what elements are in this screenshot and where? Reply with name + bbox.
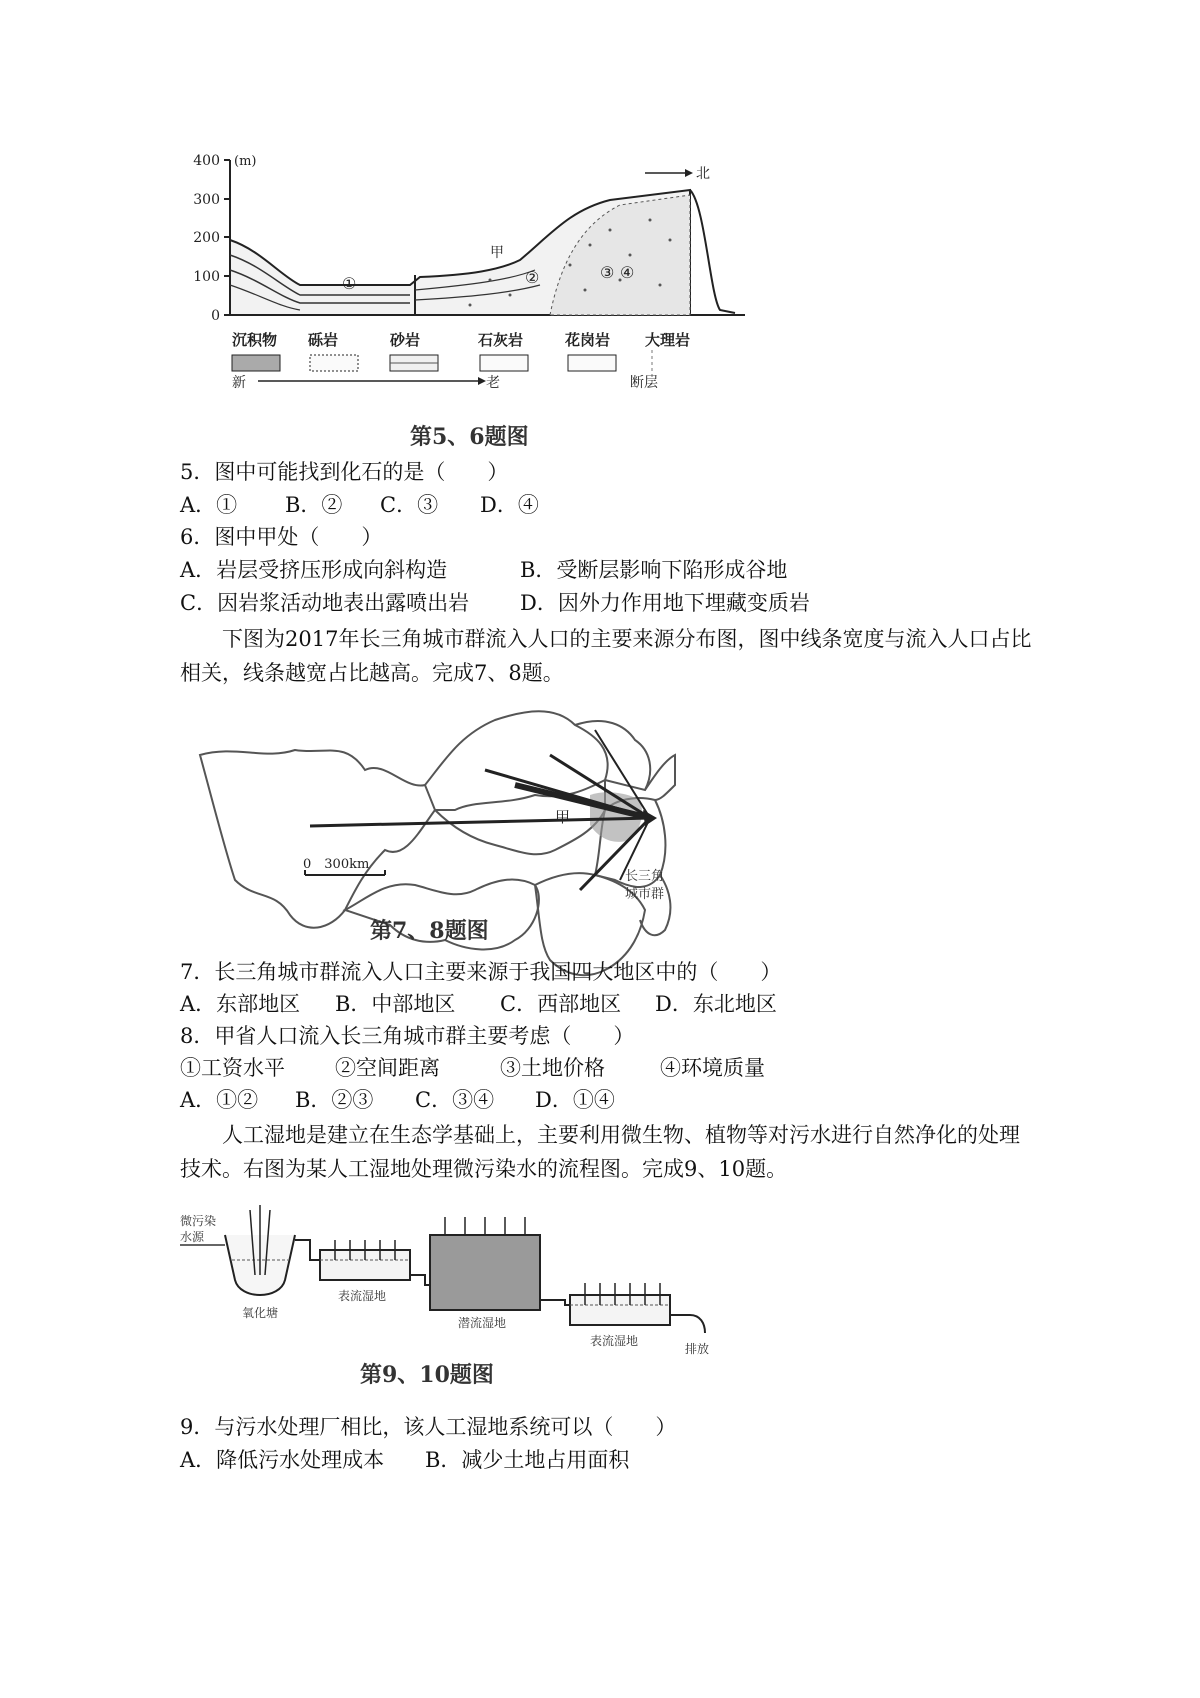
figure-wetland-flow: [180, 1205, 740, 1380]
stage-label: 表流湿地: [590, 1334, 639, 1348]
legend-label: 砂岩: [390, 331, 421, 349]
map-scale: 0 300km: [303, 857, 370, 872]
q8-option-b[interactable]: B．②③: [295, 1088, 374, 1112]
legend-label: 石灰岩: [478, 331, 524, 349]
q9-option-b[interactable]: B．减少土地占用面积: [425, 1448, 630, 1472]
q6-option-d[interactable]: D．因外力作用地下埋藏变质岩: [520, 591, 810, 615]
question-7-stem: 7．长三角城市群流入人口主要来源于我国四大地区中的（ ）: [180, 960, 782, 984]
question-6-stem: 6．图中甲处（ ）: [180, 525, 383, 549]
q7-option-d[interactable]: D．东北地区: [655, 992, 777, 1016]
y-tick: 200: [193, 230, 220, 246]
legend-label: 沉积物: [232, 331, 278, 349]
intro-7-8: 下图为2017年长三角城市群流入人口的主要来源分布图，图中线条宽度与流入人口占比相关，线条越宽占比越高。完成7、8题。: [180, 627, 1032, 685]
legend-label: 大理岩: [645, 331, 691, 349]
q8-option-d[interactable]: D．①④: [535, 1088, 615, 1112]
question-8-stem: 8．甲省人口流入长三角城市群主要考虑（ ）: [180, 1024, 635, 1048]
q6-option-a[interactable]: A．岩层受挤压形成向斜构造: [180, 558, 448, 582]
legend-new: 新: [232, 375, 246, 391]
figure1-caption: 第5、6题图: [410, 424, 529, 450]
north-label: 北: [696, 166, 710, 182]
source-label-1: 微污染: [180, 1214, 217, 1228]
figure2-caption: 第7、8题图: [370, 918, 489, 944]
figure3-caption: 第9、10题图: [360, 1362, 494, 1388]
q7-option-c[interactable]: C．西部地区: [500, 992, 622, 1016]
legend-old: 老: [486, 375, 500, 391]
y-tick: 0: [211, 308, 220, 324]
label-jia: 甲: [490, 245, 504, 261]
stage-label: 氧化塘: [242, 1306, 279, 1320]
question-5-stem: 5．图中可能找到化石的是（ ）: [180, 460, 509, 484]
q9-option-a[interactable]: A．降低污水处理成本: [180, 1448, 385, 1472]
map-legend-line2: 城市群: [625, 887, 665, 902]
intro-9-10: 人工湿地是建立在生态学基础上，主要利用微生物、植物等对污水进行自然净化的处理技术。右图为某人工湿地处理微污染水的流程图。完成9、10题。: [180, 1123, 1020, 1181]
legend-label: 花岗岩: [565, 331, 611, 349]
q8-factor-2: ②空间距离: [335, 1056, 440, 1080]
q8-factor-3: ③土地价格: [500, 1056, 605, 1080]
q7-option-a[interactable]: A．东部地区: [180, 992, 301, 1016]
question-9-stem: 9．与污水处理厂相比，该人工湿地系统可以（ ）: [180, 1415, 677, 1439]
q5-option-d[interactable]: D．④: [480, 493, 539, 517]
stage-label: 表流湿地: [338, 1289, 387, 1303]
q5-option-c[interactable]: C．③: [380, 493, 439, 517]
map-legend-line1: 长三角: [625, 869, 665, 884]
y-tick: 100: [193, 269, 220, 285]
q8-option-c[interactable]: C．③④: [415, 1088, 495, 1112]
figure-geologic-section: [190, 145, 770, 450]
map-label-jia: 甲: [555, 808, 571, 826]
marker-4: ④: [620, 263, 635, 282]
q8-factor-1: ①工资水平: [180, 1056, 285, 1080]
legend-label: 砾岩: [308, 331, 339, 349]
y-tick: 400: [193, 153, 220, 169]
source-label-2: 水源: [180, 1230, 205, 1244]
marker-1: ①: [342, 274, 357, 293]
marker-2: ②: [525, 268, 540, 287]
outlet-label: 排放: [685, 1342, 710, 1356]
marker-3: ③: [600, 263, 615, 282]
stage-label: 潜流湿地: [458, 1316, 507, 1330]
q6-option-c[interactable]: C．因岩浆活动地表出露喷出岩: [180, 591, 470, 615]
legend-fault: 断层: [630, 375, 658, 391]
q5-option-b[interactable]: B．②: [285, 493, 343, 517]
y-tick: 300: [193, 192, 220, 208]
q7-option-b[interactable]: B．中部地区: [335, 992, 456, 1016]
q5-option-a[interactable]: A．①: [180, 493, 238, 517]
q8-option-a[interactable]: A．①②: [180, 1088, 259, 1112]
q6-option-b[interactable]: B．受断层影响下陷形成谷地: [520, 558, 788, 582]
y-unit: (m): [234, 154, 257, 169]
q8-factor-4: ④环境质量: [660, 1056, 765, 1080]
